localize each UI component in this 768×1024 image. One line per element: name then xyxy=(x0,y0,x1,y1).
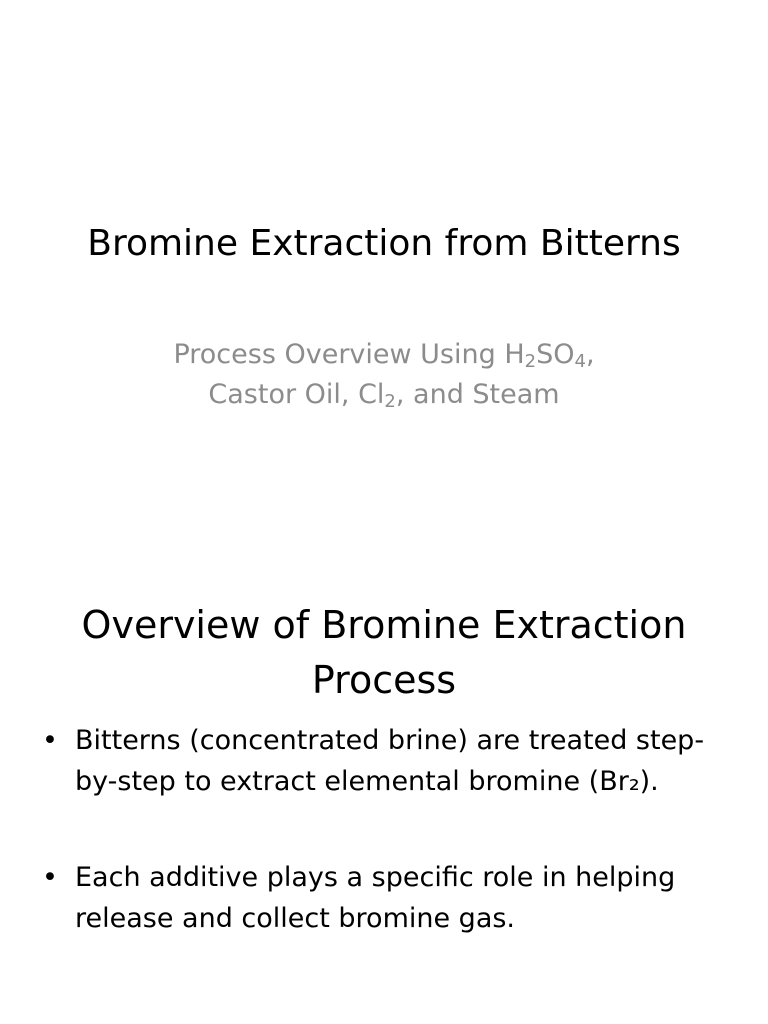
slide-subtitle xyxy=(0,335,768,415)
slide-title-heading: Bromine Extraction from Bitterns xyxy=(87,223,681,264)
bullet-item xyxy=(40,720,730,802)
subscript: 2 xyxy=(524,351,537,372)
subscript: 2 xyxy=(384,391,396,412)
bullet-list xyxy=(40,720,730,994)
subscript: 4 xyxy=(574,351,586,372)
bullet-icon: • xyxy=(42,862,58,893)
bullet-text: Each additive plays a specific role in helping release and collect bromine gas. xyxy=(75,862,676,934)
subtitle-text: Process Overview Using H xyxy=(173,339,525,370)
subtitle-line-1 xyxy=(0,335,768,375)
slide-overview xyxy=(0,512,768,1024)
subtitle-text: Castor Oil, Cl xyxy=(208,379,385,410)
bullet-item xyxy=(40,857,730,939)
slide-overview-heading: Overview of Bromine Extraction Process xyxy=(81,603,687,702)
bullet-text: Bitterns (concentrated brine) are treated step-by-step to extract elemental bromine (Br₂). xyxy=(75,725,705,797)
subtitle-text: SO xyxy=(536,339,575,370)
subtitle-line-2 xyxy=(0,375,768,415)
subtitle-text: , xyxy=(585,339,595,370)
bullet-icon: • xyxy=(42,725,58,756)
subtitle-text: , and Steam xyxy=(395,379,560,410)
